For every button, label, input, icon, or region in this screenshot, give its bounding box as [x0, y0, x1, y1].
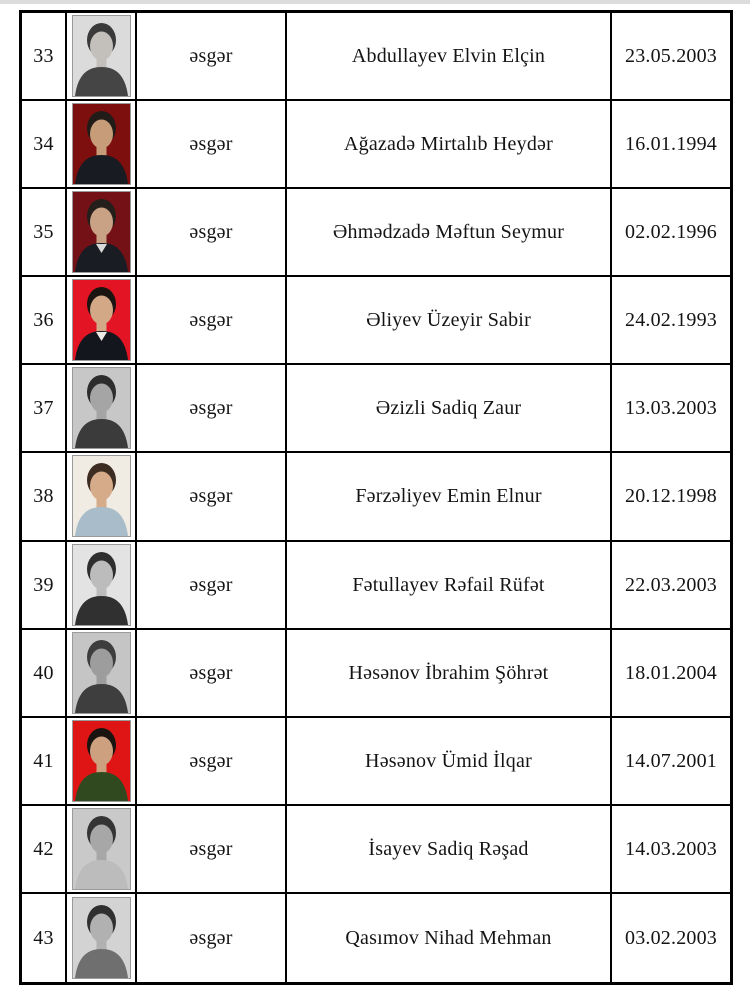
portrait-photo	[73, 456, 130, 536]
face-shape	[90, 384, 113, 413]
name-cell	[287, 630, 612, 718]
portrait-photo	[73, 633, 130, 713]
row-number-cell	[22, 542, 67, 630]
portrait-illustration	[73, 368, 130, 448]
birth-date-cell	[612, 894, 730, 982]
rank-cell	[137, 894, 287, 982]
photo-cell	[67, 365, 137, 453]
rank-cell	[137, 542, 287, 630]
name-cell	[287, 13, 612, 101]
photo-cell	[67, 894, 137, 982]
rank-label: əsgər	[189, 133, 233, 156]
portrait-illustration	[73, 16, 130, 96]
row-number: 41	[33, 749, 54, 772]
row-number: 36	[33, 309, 54, 332]
row-number-cell	[22, 277, 67, 365]
photo-cell	[67, 277, 137, 365]
row-number: 39	[33, 573, 54, 596]
face-shape	[90, 120, 113, 149]
portrait-illustration	[73, 104, 130, 184]
rank-label: əsgər	[189, 661, 233, 684]
page-edge-strip	[0, 0, 750, 4]
portrait-illustration	[73, 898, 130, 978]
row-number: 38	[33, 485, 54, 508]
rank-cell	[137, 806, 287, 894]
rank-cell	[137, 13, 287, 101]
portrait-photo	[73, 368, 130, 448]
birth-date-cell	[612, 806, 730, 894]
birth-date-cell	[612, 365, 730, 453]
face-shape	[90, 648, 113, 677]
rank-cell	[137, 453, 287, 541]
name-cell	[287, 453, 612, 541]
portrait-illustration	[73, 809, 130, 889]
photo-cell	[67, 453, 137, 541]
personnel-table	[19, 10, 733, 985]
face-shape	[90, 296, 113, 325]
birth-date-cell	[612, 13, 730, 101]
birth-date: 18.01.2004	[625, 661, 717, 684]
portrait-photo	[73, 721, 130, 801]
birth-date-cell	[612, 630, 730, 718]
photo-cell	[67, 718, 137, 806]
birth-date: 24.02.1993	[625, 309, 717, 332]
rank-label: əsgər	[189, 309, 233, 332]
photo-cell	[67, 101, 137, 189]
portrait-illustration	[73, 545, 130, 625]
row-number: 34	[33, 133, 54, 156]
birth-date: 23.05.2003	[625, 45, 717, 68]
birth-date: 03.02.2003	[625, 926, 717, 949]
birth-date: 13.03.2003	[625, 397, 717, 420]
person-name: Fətullayev Rəfail Rüfət	[352, 573, 545, 596]
row-number: 43	[33, 926, 54, 949]
rank-label: əsgər	[189, 221, 233, 244]
portrait-photo	[73, 104, 130, 184]
person-name: Ağazadə Mirtalıb Heydər	[344, 133, 553, 156]
face-shape	[90, 560, 113, 589]
birth-date-cell	[612, 277, 730, 365]
rank-cell	[137, 630, 287, 718]
photo-cell	[67, 806, 137, 894]
row-number-cell	[22, 13, 67, 101]
rank-label: əsgər	[189, 749, 233, 772]
rank-label: əsgər	[189, 926, 233, 949]
row-number-cell	[22, 894, 67, 982]
portrait-photo	[73, 545, 130, 625]
row-number-cell	[22, 189, 67, 277]
rank-cell	[137, 277, 287, 365]
face-shape	[90, 913, 113, 942]
face-shape	[90, 208, 113, 237]
birth-date-cell	[612, 453, 730, 541]
person-name: Fərzəliyev Emin Elnur	[355, 485, 542, 508]
portrait-photo	[73, 809, 130, 889]
birth-date-cell	[612, 189, 730, 277]
person-name: İsayev Sadiq Rəşad	[368, 837, 529, 860]
face-shape	[90, 736, 113, 765]
birth-date-cell	[612, 542, 730, 630]
rank-label: əsgər	[189, 397, 233, 420]
photo-cell	[67, 542, 137, 630]
birth-date: 20.12.1998	[625, 485, 717, 508]
rank-cell	[137, 189, 287, 277]
name-cell	[287, 718, 612, 806]
photo-cell	[67, 630, 137, 718]
person-name: Əhmədzadə Məftun Seymur	[332, 221, 565, 244]
row-number: 40	[33, 661, 54, 684]
portrait-photo	[73, 280, 130, 360]
person-name: Əliyev Üzeyir Sabir	[366, 309, 531, 332]
birth-date: 14.07.2001	[625, 749, 717, 772]
rank-label: əsgər	[189, 485, 233, 508]
name-cell	[287, 806, 612, 894]
person-name: Həsənov Ümid İlqar	[365, 749, 532, 772]
row-number-cell	[22, 365, 67, 453]
row-number-cell	[22, 806, 67, 894]
row-number-cell	[22, 453, 67, 541]
row-number-cell	[22, 101, 67, 189]
portrait-illustration	[73, 633, 130, 713]
row-number: 37	[33, 397, 54, 420]
rank-cell	[137, 365, 287, 453]
rank-cell	[137, 718, 287, 806]
name-cell	[287, 189, 612, 277]
birth-date: 14.03.2003	[625, 837, 717, 860]
face-shape	[90, 32, 113, 61]
birth-date: 02.02.1996	[625, 221, 717, 244]
row-number: 35	[33, 221, 54, 244]
face-shape	[90, 824, 113, 853]
birth-date-cell	[612, 718, 730, 806]
portrait-illustration	[73, 721, 130, 801]
portrait-photo	[73, 16, 130, 96]
row-number: 42	[33, 837, 54, 860]
rank-cell	[137, 101, 287, 189]
rank-label: əsgər	[189, 837, 233, 860]
rank-label: əsgər	[189, 45, 233, 68]
photo-cell	[67, 13, 137, 101]
portrait-illustration	[73, 192, 130, 272]
row-number-cell	[22, 630, 67, 718]
name-cell	[287, 894, 612, 982]
photo-cell	[67, 189, 137, 277]
birth-date: 22.03.2003	[625, 573, 717, 596]
person-name: Abdullayev Elvin Elçin	[351, 45, 546, 68]
portrait-illustration	[73, 456, 130, 536]
name-cell	[287, 542, 612, 630]
name-cell	[287, 277, 612, 365]
birth-date-cell	[612, 101, 730, 189]
person-name: Qasımov Nihad Mehman	[345, 926, 552, 949]
row-number-cell	[22, 718, 67, 806]
person-name: Həsənov İbrahim Şöhrət	[348, 661, 549, 684]
portrait-photo	[73, 898, 130, 978]
person-name: Əzizli Sadiq Zaur	[375, 397, 522, 420]
portrait-illustration	[73, 280, 130, 360]
rank-label: əsgər	[189, 573, 233, 596]
birth-date: 16.01.1994	[625, 133, 717, 156]
face-shape	[90, 472, 113, 501]
name-cell	[287, 101, 612, 189]
row-number: 33	[33, 45, 54, 68]
portrait-photo	[73, 192, 130, 272]
name-cell	[287, 365, 612, 453]
